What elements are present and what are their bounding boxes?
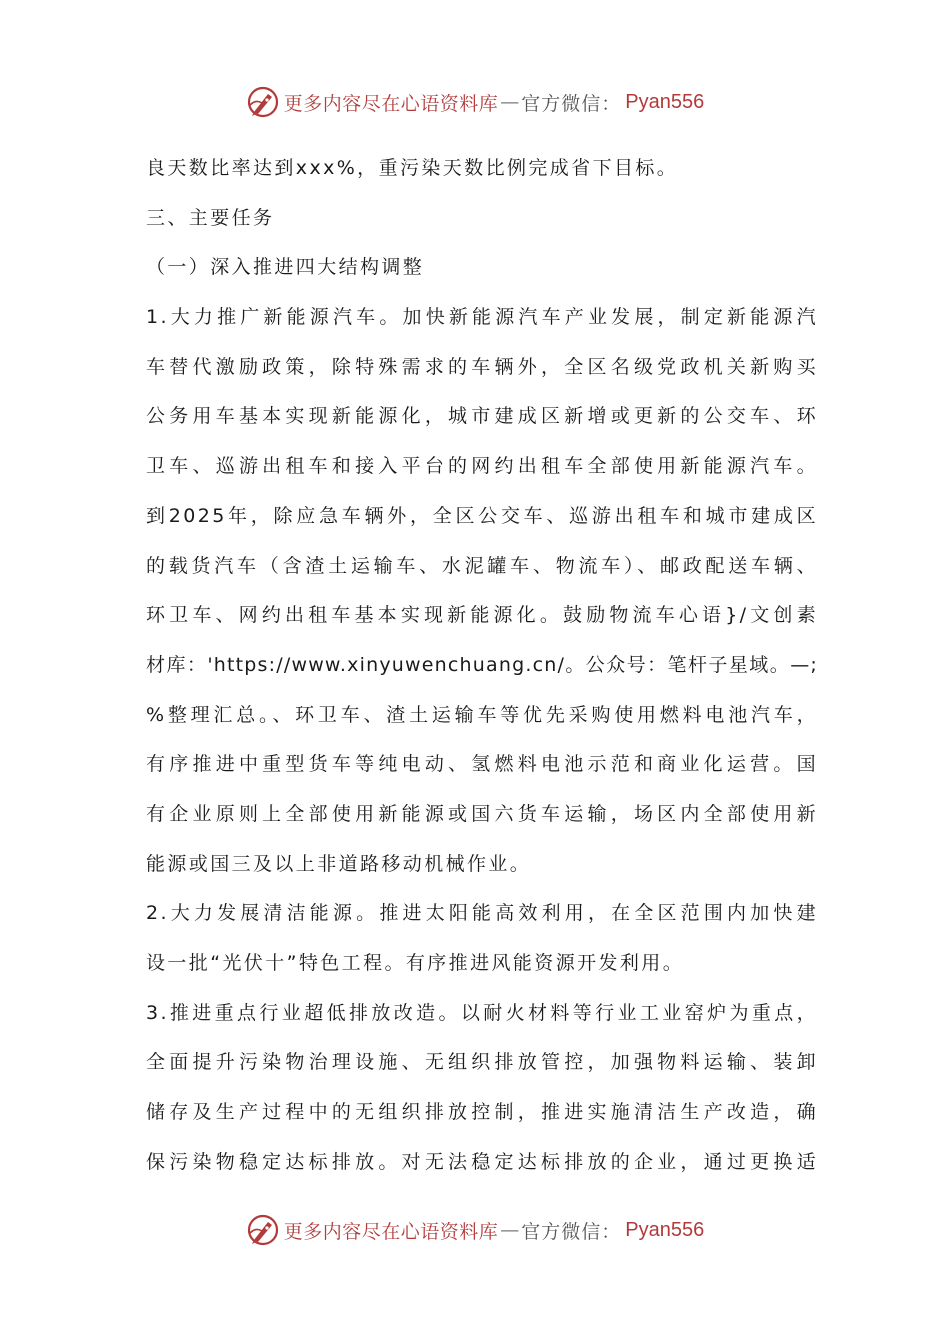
paragraph-line: 卫车、巡游出租车和接入平台的网约出租车全部使用新能源汽车。 xyxy=(146,455,818,478)
paragraph-line: （一）深入推进四大结构调整 xyxy=(146,256,425,279)
paragraph-line: 全面提升污染物治理设施、无组织排放管控，加强物料运输、装卸 xyxy=(146,1051,818,1074)
footer-banner xyxy=(0,1210,950,1250)
paragraph-line: 三、主要任务 xyxy=(146,206,275,229)
banner-wechat-id: Pyan556 xyxy=(625,1218,705,1241)
paragraph-line: 有序推进中重型货车等纯电动、氢燃料电池示范和商业化运营。国 xyxy=(146,753,818,776)
paragraph-line: 良天数比率达到xxx%，重污染天数比例完成省下目标。 xyxy=(146,157,679,179)
paragraph-line: 车替代激励政策，除特殊需求的车辆外，全区名级党政机关新购买 xyxy=(146,355,818,378)
pen-nib-logo-icon xyxy=(246,85,280,119)
document-body xyxy=(146,144,818,1187)
pen-nib-logo-icon xyxy=(246,1213,280,1247)
paragraph-line: 公务用车基本实现新能源化，城市建成区新增或更新的公交车、环 xyxy=(146,405,818,428)
paragraph-line: 2.大力发展清洁能源。推进太阳能高效利用，在全区范围内加快建 xyxy=(146,902,818,925)
paragraph-line: 有企业原则上全部使用新能源或国六货车运输，场区内全部使用新 xyxy=(146,802,818,825)
paragraph-line: 3.推进重点行业超低排放改造。以耐火材料等行业工业窑炉为重点， xyxy=(146,1001,818,1024)
banner-dash: — xyxy=(500,1219,520,1241)
paragraph-line: 保污染物稳定达标排放。对无法稳定达标排放的企业，通过更换适 xyxy=(146,1150,818,1173)
banner-wechat-id: Pyan556 xyxy=(625,90,705,113)
banner-dash: — xyxy=(500,91,520,113)
paragraph-line: 的载货汽车（含渣土运输车、水泥罐车、物流车）、邮政配送车辆、 xyxy=(146,554,818,577)
paragraph-line: %整理汇总。、环卫车、渣土运输车等优先采购使用燃料电池汽车， xyxy=(146,703,818,726)
paragraph-line: 材库：'https://www.xinyuwenchuang.cn/。公众号：笔杆子星域。—; xyxy=(146,653,818,676)
banner-text: 更多内容尽在心语资料库 xyxy=(283,92,499,115)
banner-label: 官方微信： xyxy=(521,1220,622,1243)
paragraph-line: 储存及生产过程中的无组织排放控制，推进实施清洁生产改造，确 xyxy=(146,1101,818,1124)
banner-text: 更多内容尽在心语资料库 xyxy=(283,1220,499,1243)
paragraph-line: 设一批“光伏十”特色工程。有序推进风能资源开发利用。 xyxy=(146,952,685,974)
paragraph-line: 到2025年，除应急车辆外，全区公交车、巡游出租车和城市建成区 xyxy=(146,504,818,527)
paragraph-line: 环卫车、网约出租车基本实现新能源化。鼓励物流车心语}/文创素 xyxy=(146,604,818,627)
header-banner xyxy=(0,82,950,122)
paragraph-line: 1.大力推广新能源汽车。加快新能源汽车产业发展，制定新能源汽 xyxy=(146,306,818,329)
banner-label: 官方微信： xyxy=(521,92,622,115)
paragraph-line: 能源或国三及以上非道路移动机械作业。 xyxy=(146,852,532,875)
